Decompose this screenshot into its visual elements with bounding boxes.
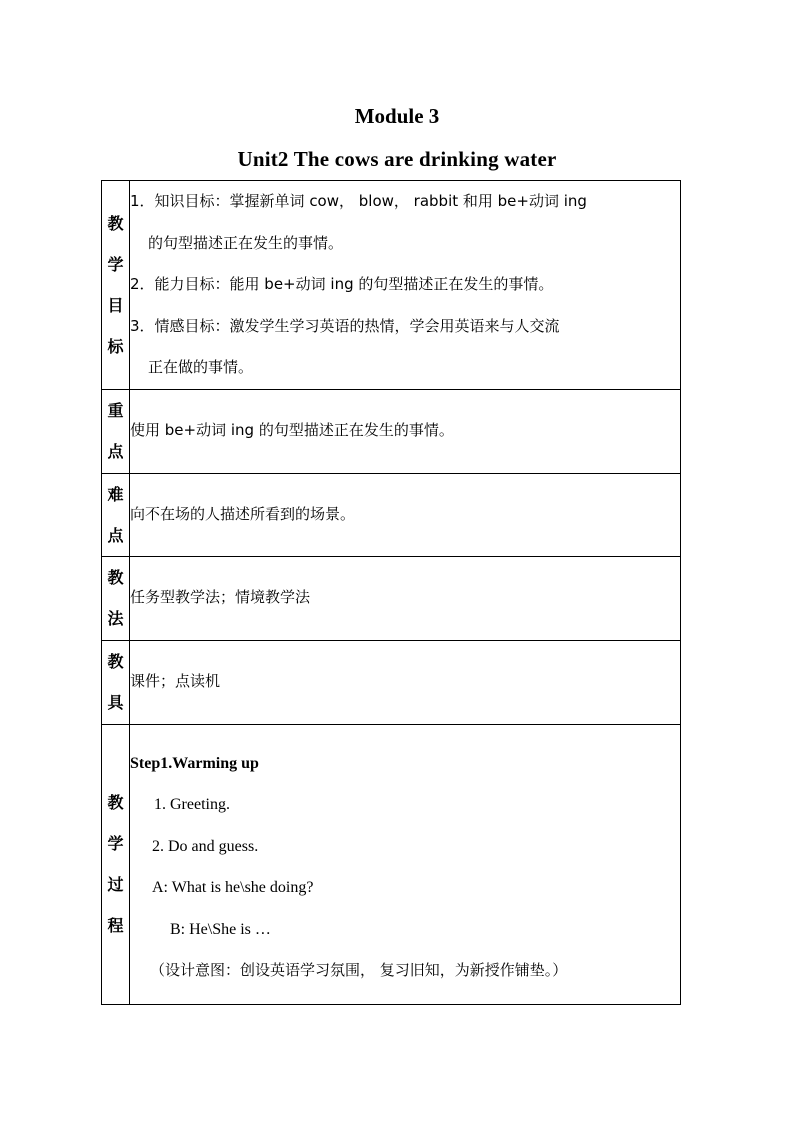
row-label-difficulties — [102, 473, 130, 556]
lesson-plan-table — [101, 180, 681, 1005]
label-char: 标 — [107, 336, 124, 356]
objective-knowledge: 1．知识目标：掌握新单词 cow， blow， rabbit 和用 be+动词 ing — [130, 192, 587, 210]
row-objectives — [102, 181, 681, 390]
row-key-points — [102, 389, 681, 473]
row-content-difficulties — [130, 473, 681, 556]
objective-ability: 2．能力目标：能用 be+动词 ing 的句型描述正在发生的事情。 — [130, 275, 554, 293]
label-char: 重 — [107, 401, 124, 420]
page-title: Module 3 — [354, 104, 440, 128]
row-label-key-points — [102, 389, 130, 473]
objective-emotion-cont: 正在做的事情。 — [148, 358, 254, 376]
label-char: 目 — [107, 295, 124, 315]
row-label-objectives — [102, 181, 130, 390]
objective-emotion: 3．情感目标：激发学生学习英语的热情，学会用英语来与人交流 — [130, 316, 560, 335]
step-item: 1. Greeting. — [154, 796, 230, 813]
method-text: 任务型教学法；情境教学法 — [130, 588, 311, 607]
row-process — [102, 724, 681, 1004]
row-content-methods — [130, 556, 681, 640]
row-methods — [102, 556, 681, 640]
row-label-tools — [102, 640, 130, 724]
label-char: 学 — [107, 834, 124, 853]
label-char: 教 — [107, 213, 124, 233]
row-label-methods — [102, 556, 130, 640]
row-content-key-points — [130, 389, 681, 473]
row-label-process — [102, 724, 130, 1004]
label-char: 教 — [107, 652, 124, 671]
difficulty-text: 向不在场的人描述所看到的场景。 — [130, 504, 356, 523]
dialogue-line: A: What is he\she doing? — [152, 879, 314, 896]
key-point-text: 使用 be+动词 ing 的句型描述正在发生的事情。 — [130, 421, 454, 440]
label-char: 难 — [107, 484, 124, 504]
label-char: 过 — [107, 875, 124, 894]
label-char: 具 — [107, 693, 124, 712]
row-content-process — [130, 724, 681, 1004]
label-char: 教 — [107, 793, 124, 812]
row-difficulties — [102, 473, 681, 556]
label-char: 学 — [107, 254, 124, 274]
label-char: 法 — [107, 609, 124, 628]
label-char: 点 — [107, 525, 124, 545]
row-content-tools — [130, 640, 681, 724]
page-subtitle: Unit2 The cows are drinking water — [237, 147, 557, 171]
row-tools — [102, 640, 681, 724]
label-char: 程 — [107, 916, 124, 935]
design-intent-note: （设计意图：创设英语学习氛围， 复习旧知，为新授作铺垫。） — [150, 961, 568, 979]
label-char: 教 — [107, 568, 124, 587]
tools-text: 课件；点读机 — [130, 672, 221, 691]
step-heading: Step1.Warming up — [130, 754, 259, 772]
dialogue-line: B: He\She is … — [170, 920, 271, 938]
objective-knowledge-cont: 的句型描述正在发生的事情。 — [148, 233, 344, 252]
step-item: 2. Do and guess. — [152, 837, 259, 855]
row-content-objectives — [130, 181, 681, 390]
label-char: 点 — [107, 442, 124, 461]
